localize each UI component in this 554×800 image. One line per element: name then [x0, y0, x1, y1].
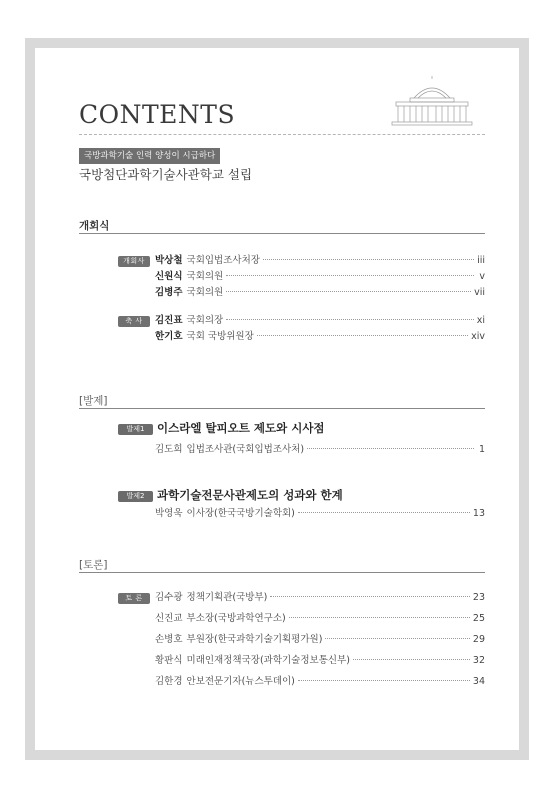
toc-entry[interactable]	[155, 675, 485, 689]
presentation-title[interactable]: 과학기술전문사관제도의 성과와 한계	[157, 488, 343, 502]
dot-leader	[307, 448, 474, 449]
entry-name: 신원식	[155, 271, 183, 282]
dot-leader	[226, 319, 473, 320]
entry-role: 정책기획관(국방부)	[186, 592, 268, 603]
entry-role: 국회의원	[186, 271, 224, 282]
section-heading-discussion: [토론]	[79, 559, 108, 571]
entry-role: 부소장(국방과학연구소)	[186, 613, 286, 624]
entry-name: 황판식	[155, 655, 183, 666]
toc-entry[interactable]	[155, 612, 485, 626]
dot-leader	[298, 512, 470, 513]
dot-leader	[325, 638, 469, 639]
toc-entry[interactable]	[155, 330, 485, 344]
entry-role: 부원장(한국과학기술기획평가원)	[186, 634, 323, 645]
dot-leader	[353, 659, 470, 660]
toc-entry[interactable]	[155, 254, 485, 268]
toc-entry[interactable]	[155, 507, 485, 521]
entry-page: xiv	[471, 331, 485, 342]
entry-page: 25	[472, 613, 485, 624]
entry-name: 김도희	[155, 444, 183, 455]
entry-page: 32	[472, 655, 485, 666]
entry-role: 국회의장	[186, 315, 224, 326]
tag-congratulatory-address: 축 사	[118, 316, 150, 327]
toc-entry[interactable]	[155, 443, 485, 457]
entry-name: 박영욱	[155, 508, 183, 519]
entry-role: 안보전문기자(뉴스투데이)	[186, 676, 295, 687]
entry-name: 한기호	[155, 331, 183, 342]
entry-name: 신진교	[155, 613, 183, 624]
dot-leader	[298, 680, 470, 681]
toc-entry[interactable]	[155, 286, 485, 300]
dot-leader	[257, 335, 468, 336]
entry-name: 김수광	[155, 592, 183, 603]
entry-page: 13	[472, 508, 485, 519]
entry-name: 박상철	[155, 255, 183, 266]
entry-name: 김병주	[155, 287, 183, 298]
entry-role: 입법조사관(국회입법조사처)	[186, 444, 305, 455]
dot-leader	[263, 259, 474, 260]
entry-role: 국회입법조사처장	[186, 255, 260, 266]
dot-leader	[289, 617, 470, 618]
toc-entry[interactable]	[155, 314, 485, 328]
entry-page: 23	[472, 592, 485, 603]
entry-page: vii	[474, 287, 485, 298]
title-divider	[79, 134, 485, 135]
dot-leader	[270, 596, 470, 597]
toc-entry[interactable]	[155, 591, 485, 605]
entry-name: 김한경	[155, 676, 183, 687]
tag-discussion: 토 론	[118, 593, 150, 604]
subtitle-main: 국방첨단과학기술사관학교 설립	[79, 167, 253, 182]
tag-opening-address: 개회사	[118, 256, 150, 267]
entry-role: 미래인재정책국장(과학기술정보통신부)	[186, 655, 350, 666]
entry-role: 국회의원	[186, 287, 224, 298]
toc-entry[interactable]	[155, 633, 485, 647]
page-title: CONTENTS	[79, 100, 236, 129]
dot-leader	[226, 291, 471, 292]
entry-role: 이사장(한국국방기술학회)	[186, 508, 295, 519]
toc-entry[interactable]	[155, 270, 485, 284]
entry-page: 1	[478, 444, 485, 455]
page-frame	[25, 38, 529, 760]
national-assembly-building-illustration	[390, 76, 474, 126]
entry-page: 29	[472, 634, 485, 645]
presentation-title[interactable]: 이스라엘 탈피오트 제도와 시사점	[157, 421, 325, 435]
entry-page: iii	[477, 255, 485, 266]
section-rule	[79, 572, 485, 573]
entry-role: 국회 국방위원장	[186, 331, 254, 342]
entry-page: v	[479, 271, 485, 282]
toc-entry[interactable]	[155, 654, 485, 668]
tag-presentation-2: 발제2	[118, 491, 153, 502]
section-rule	[79, 408, 485, 409]
entry-page: xi	[476, 315, 485, 326]
entry-name: 손병호	[155, 634, 183, 645]
contents-page	[35, 48, 519, 750]
section-heading-presentation: [발제]	[79, 395, 108, 407]
entry-page: 34	[472, 676, 485, 687]
subtitle-label: 국방과학기술 인력 양성이 시급하다	[79, 148, 220, 164]
dot-leader	[226, 275, 474, 276]
section-rule	[79, 233, 485, 234]
tag-presentation-1: 발제1	[118, 424, 153, 435]
entry-name: 김진표	[155, 315, 183, 326]
section-heading-opening: 개회식	[79, 220, 110, 232]
